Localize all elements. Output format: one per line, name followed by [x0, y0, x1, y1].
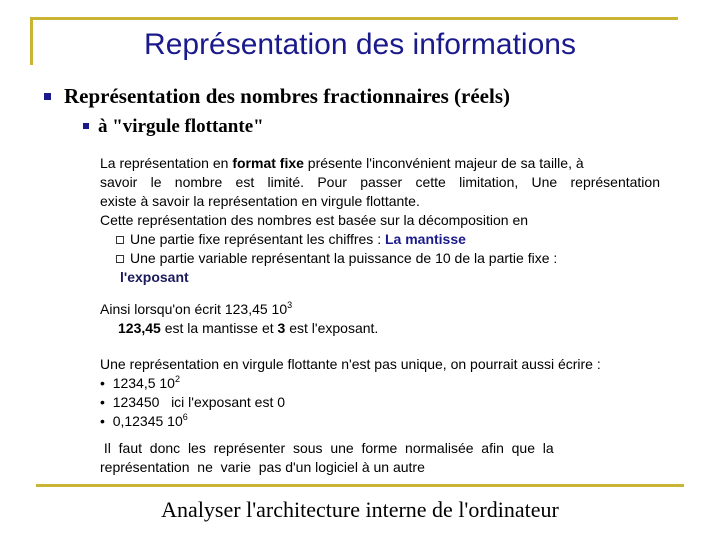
para1-line3: existe à savoir la représentation en virgule flottante.	[100, 193, 420, 209]
text: présente l'inconvénient majeur de sa taille, à	[303, 155, 584, 171]
para4-line2: représentation ne varie pas d'un logiciel à un autre	[100, 459, 425, 475]
para3-intro: Une représentation en virgule flottante n'est pas unique, on pourrait aussi écrire :	[100, 356, 601, 372]
text: 1234,5 10	[112, 375, 175, 391]
para1-line1	[100, 154, 660, 173]
slide-title: Représentation des informations	[144, 28, 576, 61]
footer-text: Analyser l'architecture interne de l'ordinateur	[161, 497, 559, 522]
bold-text: format fixe	[232, 155, 304, 171]
exposant-label: l'exposant	[120, 269, 189, 285]
bullet: •	[100, 413, 105, 429]
para2-line1	[100, 300, 660, 319]
text: 123450 ici l'exposant est 0	[112, 394, 286, 410]
level1-heading: Représentation des nombres fractionnaires (réels)	[64, 84, 510, 108]
superscript: 2	[174, 374, 180, 384]
para1-line4: Cette représentation des nombres est basée sur la décomposition en	[100, 212, 529, 228]
bullet-square-icon	[83, 123, 89, 129]
bold-text: 123,45	[118, 320, 161, 336]
bold-text: 3	[277, 320, 286, 336]
hollow-square-icon	[116, 255, 124, 263]
frame-top-line	[30, 17, 678, 20]
list-item	[100, 374, 660, 393]
text: Une partie fixe représentant les chiffres :	[130, 231, 385, 247]
mantisse-label: La mantisse	[384, 231, 466, 247]
bullet: •	[100, 375, 105, 391]
para1-line2: savoir le nombre est limité. Pour passer cette limitation, Une représentation	[100, 174, 660, 190]
slide-body	[100, 154, 660, 477]
list-item	[100, 393, 660, 412]
bullet: •	[100, 394, 105, 410]
list-item	[100, 249, 660, 268]
hollow-square-icon	[116, 236, 124, 244]
footer-line	[36, 484, 684, 487]
text: 0,12345 10	[112, 413, 183, 429]
para4-line1: Il faut donc les représenter sous une forme normalisée afin que la	[100, 440, 554, 456]
bullet-square-icon	[44, 93, 51, 100]
superscript: 6	[182, 412, 188, 422]
list-item-continuation	[100, 268, 660, 287]
para2-line2	[100, 319, 660, 338]
superscript: 3	[287, 300, 293, 310]
level2-heading: à "virgule flottante"	[98, 116, 264, 137]
text: Ainsi lorsqu'on écrit 123,45 10	[100, 301, 288, 317]
text: est la mantisse et	[160, 320, 278, 336]
text: La représentation en	[100, 155, 233, 171]
list-item	[100, 412, 660, 431]
list-item	[100, 230, 660, 249]
text: est l'exposant.	[285, 320, 379, 336]
text: Une partie variable représentant la puissance de 10 de la partie fixe :	[130, 250, 558, 266]
